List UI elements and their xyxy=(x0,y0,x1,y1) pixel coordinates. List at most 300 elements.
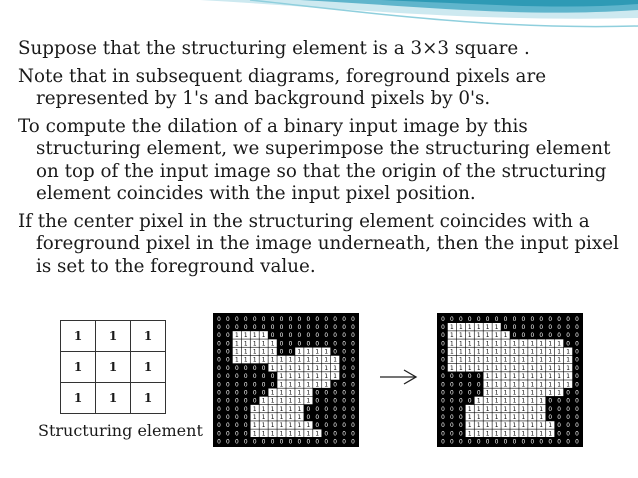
input-pixel-pixel-value: 0 xyxy=(243,406,248,413)
input-pixel-pixel-value: 0 xyxy=(324,406,329,413)
output-pixel-pixel-value: 1 xyxy=(557,349,562,356)
output-pixel-pixel-value: 1 xyxy=(566,365,570,372)
input-pixel-pixel-value: 0 xyxy=(315,316,320,323)
input-pixel-pixel-value: 0 xyxy=(279,349,284,356)
input-pixel-pixel-value: 1 xyxy=(306,365,311,372)
input-pixel-pixel-value: 1 xyxy=(333,357,338,364)
input-pixel-pixel-value: 1 xyxy=(279,390,284,397)
input-pixel-pixel-value: 1 xyxy=(252,423,257,430)
output-pixel-pixel-value: 1 xyxy=(485,406,490,413)
se-cell: 1 xyxy=(96,383,131,414)
output-pixel-pixel-value: 1 xyxy=(485,431,490,438)
output-pixel-pixel-value: 1 xyxy=(503,415,508,422)
input-pixel-pixel-value: 0 xyxy=(333,439,338,446)
output-pixel-pixel-value: 0 xyxy=(450,406,454,413)
output-pixel-pixel-value: 1 xyxy=(494,423,499,430)
output-pixel-pixel-value: 1 xyxy=(485,390,490,397)
input-pixel-pixel-value: 0 xyxy=(217,349,221,356)
input-pixel-pixel-value: 0 xyxy=(342,382,346,389)
output-pixel-pixel-value: 1 xyxy=(530,390,535,397)
output-pixel-pixel-value: 0 xyxy=(575,324,579,331)
input-pixel-pixel-value: 0 xyxy=(351,406,355,413)
input-pixel-pixel-value: 0 xyxy=(234,365,239,372)
input-pixel-pixel-value: 0 xyxy=(217,423,221,430)
input-pixel-pixel-value: 0 xyxy=(252,390,257,397)
input-pixel-pixel-value: 1 xyxy=(270,349,275,356)
input-pixel-pixel-value: 1 xyxy=(261,333,266,340)
output-pixel-pixel-value: 1 xyxy=(467,406,472,413)
input-pixel-pixel-value: 1 xyxy=(243,357,248,364)
input-pixel-pixel-value: 0 xyxy=(342,365,346,372)
input-pixel-pixel-value: 0 xyxy=(324,316,329,323)
output-pixel-pixel-value: 1 xyxy=(521,398,526,405)
input-pixel-pixel-value: 0 xyxy=(252,324,257,331)
output-pixel-pixel-value: 0 xyxy=(557,324,562,331)
se-cell: 1 xyxy=(131,383,166,414)
output-pixel-pixel-value: 1 xyxy=(467,365,472,372)
output-pixel-pixel-value: 1 xyxy=(450,349,454,356)
input-pixel-pixel-value: 1 xyxy=(243,349,248,356)
output-pixel-pixel-value: 1 xyxy=(548,423,553,430)
output-pixel-pixel-value: 0 xyxy=(539,316,544,323)
output-pixel-pixel-value: 1 xyxy=(485,398,490,405)
input-pixel-pixel-value: 0 xyxy=(351,431,355,438)
input-pixel-pixel-value: 0 xyxy=(226,390,230,397)
output-pixel-pixel-value: 1 xyxy=(476,415,481,422)
input-pixel-pixel-value: 0 xyxy=(252,365,257,372)
input-pixel-pixel-value: 0 xyxy=(217,341,221,348)
input-pixel-pixel-value: 0 xyxy=(351,341,355,348)
input-pixel-pixel-value: 1 xyxy=(270,431,275,438)
output-pixel-pixel-value: 1 xyxy=(450,324,454,331)
input-pixel-pixel-value: 0 xyxy=(252,439,257,446)
output-pixel-pixel-value: 1 xyxy=(467,333,472,340)
output-pixel-pixel-value: 0 xyxy=(467,382,472,389)
input-pixel-pixel-value: 1 xyxy=(252,341,257,348)
input-pixel-pixel-value: 0 xyxy=(324,333,329,340)
input-pixel-pixel-value: 1 xyxy=(279,398,284,405)
output-pixel-pixel-value: 1 xyxy=(458,341,463,348)
input-pixel-pixel-value: 0 xyxy=(261,374,266,381)
input-pixel-pixel-value: 0 xyxy=(288,324,293,331)
output-pixel-pixel-value: 0 xyxy=(566,406,570,413)
input-pixel-pixel-value: 0 xyxy=(315,390,320,397)
input-pixel-pixel-value: 0 xyxy=(226,439,230,446)
output-pixel-pixel-value: 0 xyxy=(557,406,562,413)
input-pixel-pixel-value: 0 xyxy=(226,341,230,348)
input-pixel-pixel-value: 0 xyxy=(306,316,311,323)
output-pixel-pixel-value: 1 xyxy=(485,349,490,356)
output-pixel-pixel-value: 1 xyxy=(539,423,544,430)
output-pixel-pixel-value: 0 xyxy=(503,316,508,323)
se-row xyxy=(61,352,166,383)
input-pixel-pixel-value: 0 xyxy=(333,398,338,405)
output-pixel-pixel-value: 1 xyxy=(467,341,472,348)
input-pixel-pixel-value: 1 xyxy=(279,423,284,430)
output-pixel-pixel-value: 0 xyxy=(566,333,570,340)
input-pixel-pixel-value: 0 xyxy=(351,382,355,389)
output-pixel-pixel-value: 1 xyxy=(503,357,508,364)
output-pixel-pixel-value: 1 xyxy=(494,431,499,438)
output-pixel-pixel-value: 1 xyxy=(530,431,535,438)
output-pixel-pixel-value: 0 xyxy=(575,398,579,405)
output-pixel-pixel-value: 1 xyxy=(494,349,499,356)
output-pixel-pixel-value: 1 xyxy=(548,374,553,381)
output-pixel-pixel-value: 1 xyxy=(503,349,508,356)
input-pixel-pixel-value: 0 xyxy=(315,415,320,422)
output-pixel-pixel-value: 1 xyxy=(557,365,562,372)
output-pixel-pixel-value: 1 xyxy=(494,324,499,331)
input-pixel-pixel-value: 1 xyxy=(252,333,257,340)
output-pixel-pixel-value: 1 xyxy=(530,423,535,430)
output-pixel-pixel-value: 1 xyxy=(503,390,508,397)
output-pixel-pixel-value: 1 xyxy=(539,365,544,372)
input-pixel-pixel-value: 0 xyxy=(270,316,275,323)
output-pixel-pixel-value: 0 xyxy=(485,316,490,323)
output-pixel-pixel-value: 0 xyxy=(467,439,472,446)
input-pixel-pixel-value: 0 xyxy=(226,382,230,389)
input-pixel-pixel-value: 0 xyxy=(261,324,266,331)
output-pixel-pixel-value: 0 xyxy=(458,374,463,381)
input-pixel-pixel-value: 1 xyxy=(333,365,338,372)
output-pixel-pixel-value: 1 xyxy=(512,357,517,364)
output-pixel-pixel-value: 0 xyxy=(575,431,579,438)
output-pixel-pixel-value: 0 xyxy=(575,365,579,372)
output-pixel-pixel-value: 0 xyxy=(485,439,490,446)
structuring-element-table xyxy=(60,320,166,414)
output-pixel-pixel-value: 0 xyxy=(566,390,570,397)
paragraph-structuring-element: Suppose that the structuring element is a 3×3 square . xyxy=(18,38,530,59)
output-pixel-pixel-value: 0 xyxy=(476,390,481,397)
se-cell: 1 xyxy=(96,321,131,352)
output-pixel-pixel-value: 0 xyxy=(548,439,553,446)
slide-header-decoration xyxy=(0,0,638,40)
input-pixel-pixel-value: 0 xyxy=(226,333,230,340)
input-pixel-pixel-value: 0 xyxy=(333,382,338,389)
output-pixel-pixel-value: 1 xyxy=(494,390,499,397)
output-pixel-pixel-value: 0 xyxy=(476,374,481,381)
output-pixel-pixel-value: 1 xyxy=(521,365,526,372)
input-pixel-pixel-value: 0 xyxy=(324,423,329,430)
input-pixel-pixel-value: 0 xyxy=(243,365,248,372)
output-pixel-pixel-value: 0 xyxy=(575,357,579,364)
input-pixel-pixel-value: 0 xyxy=(234,316,239,323)
output-pixel-pixel-value: 1 xyxy=(494,374,499,381)
output-pixel-pixel-value: 1 xyxy=(521,382,526,389)
input-pixel-pixel-value: 1 xyxy=(279,365,284,372)
input-pixel-pixel-value: 1 xyxy=(297,349,302,356)
output-pixel-pixel-value: 0 xyxy=(575,390,579,397)
output-pixel-pixel-value: 0 xyxy=(441,357,445,364)
input-pixel-pixel-value: 0 xyxy=(315,324,320,331)
output-pixel-pixel-value: 0 xyxy=(450,431,454,438)
output-pixel-pixel-value: 1 xyxy=(503,341,508,348)
input-pixel-pixel-value: 0 xyxy=(351,390,355,397)
input-pixel-pixel-value: 1 xyxy=(279,431,284,438)
output-pixel-pixel-value: 0 xyxy=(566,439,570,446)
input-pixel-pixel-value: 0 xyxy=(342,374,346,381)
input-pixel-pixel-value: 1 xyxy=(279,406,284,413)
output-pixel-pixel-value: 1 xyxy=(512,365,517,372)
input-pixel-pixel-value: 0 xyxy=(351,316,355,323)
output-pixel-pixel-value: 0 xyxy=(441,382,445,389)
output-pixel-pixel-value: 1 xyxy=(548,382,553,389)
output-pixel-pixel-value: 0 xyxy=(566,341,570,348)
input-pixel-pixel-value: 0 xyxy=(306,341,311,348)
output-pixel-pixel-value: 1 xyxy=(539,406,544,413)
input-pixel-pixel-value: 0 xyxy=(315,341,320,348)
output-pixel-pixel-value: 1 xyxy=(521,374,526,381)
output-pixel-pixel-value: 1 xyxy=(476,431,481,438)
output-pixel-pixel-value: 1 xyxy=(485,324,490,331)
output-pixel-pixel-value: 0 xyxy=(441,324,445,331)
output-pixel-pixel-value: 1 xyxy=(512,382,517,389)
input-pixel-pixel-value: 0 xyxy=(243,316,248,323)
output-pixel-pixel-value: 1 xyxy=(467,415,472,422)
input-pixel-pixel-value: 1 xyxy=(243,333,248,340)
input-image-grid xyxy=(213,313,359,447)
output-pixel-pixel-value: 0 xyxy=(494,316,499,323)
input-pixel-pixel-value: 0 xyxy=(252,398,257,405)
input-pixel-pixel-value: 1 xyxy=(243,341,248,348)
output-pixel-pixel-value: 1 xyxy=(557,357,562,364)
input-pixel-pixel-value: 0 xyxy=(226,349,230,356)
input-pixel-pixel-value: 1 xyxy=(261,423,266,430)
input-pixel-pixel-value: 0 xyxy=(226,398,230,405)
input-pixel-pixel-value: 0 xyxy=(351,349,355,356)
input-pixel-pixel-value: 1 xyxy=(297,423,302,430)
output-image-grid xyxy=(437,313,583,447)
output-pixel-pixel-value: 0 xyxy=(503,439,508,446)
input-pixel-pixel-value: 1 xyxy=(324,382,329,389)
output-pixel-pixel-value: 0 xyxy=(521,333,526,340)
output-pixel-pixel-value: 1 xyxy=(557,382,562,389)
output-pixel-pixel-value: 0 xyxy=(575,423,579,430)
input-pixel-pixel-value: 0 xyxy=(226,406,230,413)
input-pixel-pixel-value: 1 xyxy=(261,431,266,438)
input-pixel-pixel-value: 0 xyxy=(243,390,248,397)
input-pixel-pixel-value: 0 xyxy=(324,324,329,331)
input-pixel-pixel-value: 0 xyxy=(279,324,284,331)
output-pixel-pixel-value: 1 xyxy=(458,333,463,340)
input-pixel-pixel-value: 1 xyxy=(252,431,257,438)
input-pixel-pixel-value: 1 xyxy=(324,357,329,364)
input-pixel-pixel-value: 0 xyxy=(226,316,230,323)
output-pixel-pixel-value: 0 xyxy=(512,324,517,331)
output-pixel-pixel-value: 1 xyxy=(458,324,463,331)
input-pixel-pixel-value: 1 xyxy=(315,349,320,356)
output-pixel-pixel-value: 1 xyxy=(494,398,499,405)
input-pixel-pixel-value: 0 xyxy=(324,439,329,446)
input-pixel-pixel-value: 1 xyxy=(261,415,266,422)
output-pixel-pixel-value: 0 xyxy=(458,415,463,422)
output-pixel-pixel-value: 0 xyxy=(441,365,445,372)
input-pixel-pixel-value: 1 xyxy=(306,374,311,381)
output-pixel-pixel-value: 1 xyxy=(494,415,499,422)
output-pixel-pixel-value: 0 xyxy=(512,316,517,323)
input-pixel-pixel-value: 0 xyxy=(217,382,221,389)
input-pixel-pixel-value: 1 xyxy=(324,349,329,356)
output-pixel-pixel-value: 1 xyxy=(539,349,544,356)
input-pixel-pixel-value: 1 xyxy=(270,423,275,430)
output-pixel-pixel-value: 0 xyxy=(548,398,553,405)
output-pixel-pixel-value: 1 xyxy=(530,349,535,356)
input-pixel-pixel-value: 0 xyxy=(333,415,338,422)
output-pixel-pixel-value: 1 xyxy=(476,324,481,331)
input-pixel-pixel-value: 0 xyxy=(324,415,329,422)
input-pixel-pixel-value: 0 xyxy=(351,333,355,340)
input-pixel-pixel-value: 1 xyxy=(261,349,266,356)
output-pixel-pixel-value: 1 xyxy=(557,390,562,397)
input-pixel-pixel-value: 0 xyxy=(315,439,320,446)
output-pixel-pixel-value: 0 xyxy=(548,333,553,340)
input-pixel-pixel-value: 0 xyxy=(279,316,284,323)
output-pixel-pixel-value: 1 xyxy=(512,390,517,397)
input-pixel-pixel-value: 1 xyxy=(279,374,284,381)
output-pixel-pixel-value: 0 xyxy=(521,324,526,331)
output-pixel-pixel-value: 1 xyxy=(503,382,508,389)
output-pixel-pixel-value: 1 xyxy=(530,382,535,389)
input-pixel-pixel-value: 1 xyxy=(270,415,275,422)
output-pixel-pixel-value: 1 xyxy=(530,398,535,405)
output-pixel-pixel-value: 0 xyxy=(441,349,445,356)
output-pixel-pixel-value: 1 xyxy=(450,341,454,348)
output-pixel-pixel-value: 1 xyxy=(485,382,490,389)
input-pixel-pixel-value: 0 xyxy=(342,349,346,356)
output-pixel-pixel-value: 1 xyxy=(485,374,490,381)
output-pixel-pixel-value: 0 xyxy=(566,431,570,438)
output-pixel-pixel-value: 0 xyxy=(458,431,463,438)
input-pixel-pixel-value: 0 xyxy=(217,357,221,364)
input-pixel-pixel-value: 1 xyxy=(297,415,302,422)
input-pixel-pixel-value: 0 xyxy=(297,333,302,340)
structuring-element-caption: Structuring element xyxy=(38,421,203,440)
input-pixel-pixel-value: 1 xyxy=(315,365,320,372)
input-pixel-pixel-value: 1 xyxy=(288,382,293,389)
output-pixel-pixel-value: 0 xyxy=(566,423,570,430)
output-pixel-pixel-value: 1 xyxy=(548,431,553,438)
input-pixel-pixel-value: 0 xyxy=(351,423,355,430)
output-pixel-pixel-value: 0 xyxy=(557,431,562,438)
output-pixel-pixel-value: 1 xyxy=(476,333,481,340)
se-cell: 1 xyxy=(61,352,96,383)
output-pixel-pixel-value: 1 xyxy=(503,406,508,413)
input-pixel-pixel-value: 0 xyxy=(261,390,266,397)
input-pixel-pixel-value: 0 xyxy=(234,423,239,430)
input-pixel-pixel-value: 0 xyxy=(279,439,284,446)
output-pixel-pixel-value: 0 xyxy=(503,324,508,331)
paragraph-center-pixel-rule: If the center pixel in the structuring element coincides with a foreground pixel in the image underneath, then the input pixel is set to the foreground value. xyxy=(18,210,619,277)
input-pixel-pixel-value: 0 xyxy=(270,439,275,446)
paragraph-dilation-method: To compute the dilation of a binary input image by this structuring element, we superimpose the structuring element on top of the input image so that the origin of the structuring element coincides with the input pixel position. xyxy=(18,115,611,204)
input-pixel-pixel-value: 0 xyxy=(217,333,221,340)
input-pixel-pixel-value: 0 xyxy=(234,374,239,381)
output-pixel-pixel-value: 0 xyxy=(557,316,562,323)
output-pixel-pixel-value: 0 xyxy=(566,398,570,405)
output-pixel-pixel-value: 1 xyxy=(557,374,562,381)
output-pixel-pixel-value: 1 xyxy=(539,431,544,438)
output-pixel-pixel-value: 0 xyxy=(575,349,579,356)
se-cell: 1 xyxy=(96,352,131,383)
output-pixel-pixel-value: 0 xyxy=(450,316,454,323)
output-pixel-pixel-value: 0 xyxy=(575,415,579,422)
input-pixel-pixel-value: 0 xyxy=(333,349,338,356)
output-pixel-pixel-value: 0 xyxy=(458,382,463,389)
input-pixel-pixel-value: 0 xyxy=(324,341,329,348)
output-pixel-pixel-value: 1 xyxy=(467,431,472,438)
paragraph-pixel-notation: Note that in subsequent diagrams, foreground pixels are represented by 1's and background pixels by 0's. xyxy=(18,65,547,109)
input-pixel-pixel-value: 0 xyxy=(297,341,302,348)
se-cell: 1 xyxy=(131,352,166,383)
output-pixel-pixel-value: 1 xyxy=(566,349,570,356)
input-pixel-pixel-value: 0 xyxy=(342,316,346,323)
input-pixel-pixel-value: 0 xyxy=(217,324,221,331)
input-pixel-pixel-value: 1 xyxy=(279,415,284,422)
input-pixel-pixel-value: 0 xyxy=(342,431,346,438)
output-pixel-pixel-value: 1 xyxy=(503,431,508,438)
input-pixel-pixel-value: 1 xyxy=(333,374,338,381)
output-pixel-pixel-value: 1 xyxy=(566,382,570,389)
output-pixel-pixel-value: 0 xyxy=(566,324,570,331)
input-pixel-pixel-value: 0 xyxy=(351,365,355,372)
se-row xyxy=(61,383,166,414)
output-pixel-pixel-value: 0 xyxy=(575,382,579,389)
output-pixel-pixel-value: 0 xyxy=(494,439,499,446)
output-pixel-pixel-value: 1 xyxy=(450,365,454,372)
input-pixel-pixel-value: 0 xyxy=(342,390,346,397)
input-pixel-pixel-value: 1 xyxy=(288,431,293,438)
output-pixel-pixel-value: 0 xyxy=(441,316,445,323)
input-pixel-pixel-value: 0 xyxy=(270,382,275,389)
input-pixel-pixel-value: 1 xyxy=(324,374,329,381)
input-pixel-pixel-value: 1 xyxy=(270,406,275,413)
output-pixel-pixel-value: 0 xyxy=(467,398,472,405)
input-pixel-pixel-value: 0 xyxy=(288,349,293,356)
input-pixel-pixel-value: 1 xyxy=(297,390,302,397)
input-pixel-pixel-value: 1 xyxy=(270,357,275,364)
input-pixel-pixel-value: 0 xyxy=(333,324,338,331)
output-pixel-pixel-value: 1 xyxy=(450,333,454,340)
output-pixel-pixel-value: 1 xyxy=(467,349,472,356)
output-pixel-pixel-value: 1 xyxy=(548,357,553,364)
output-pixel-pixel-value: 1 xyxy=(512,431,517,438)
input-pixel-pixel-value: 0 xyxy=(234,382,239,389)
output-pixel-pixel-value: 1 xyxy=(557,341,562,348)
input-pixel-pixel-value: 0 xyxy=(243,415,248,422)
input-pixel-pixel-value: 0 xyxy=(351,357,355,364)
output-pixel-pixel-value: 0 xyxy=(539,333,544,340)
output-pixel-pixel-value: 0 xyxy=(450,423,454,430)
input-pixel-pixel-value: 0 xyxy=(324,398,329,405)
output-pixel-pixel-value: 1 xyxy=(450,357,454,364)
output-pixel-pixel-value: 1 xyxy=(530,341,535,348)
input-pixel-pixel-value: 0 xyxy=(333,316,338,323)
input-pixel-pixel-value: 0 xyxy=(252,316,257,323)
output-pixel-pixel-value: 0 xyxy=(476,439,481,446)
input-pixel-pixel-value: 0 xyxy=(243,374,248,381)
input-pixel-pixel-value: 1 xyxy=(315,382,320,389)
output-pixel-pixel-value: 1 xyxy=(485,357,490,364)
output-pixel-pixel-value: 1 xyxy=(539,390,544,397)
output-pixel-pixel-value: 1 xyxy=(503,423,508,430)
output-pixel-pixel-value: 0 xyxy=(512,333,517,340)
input-pixel-pixel-value: 1 xyxy=(306,349,311,356)
output-pixel-pixel-value: 0 xyxy=(441,390,445,397)
output-pixel-pixel-value: 0 xyxy=(566,415,570,422)
input-pixel-pixel-value: 1 xyxy=(306,423,311,430)
output-pixel-pixel-value: 0 xyxy=(548,415,553,422)
input-pixel-pixel-value: 1 xyxy=(297,357,302,364)
